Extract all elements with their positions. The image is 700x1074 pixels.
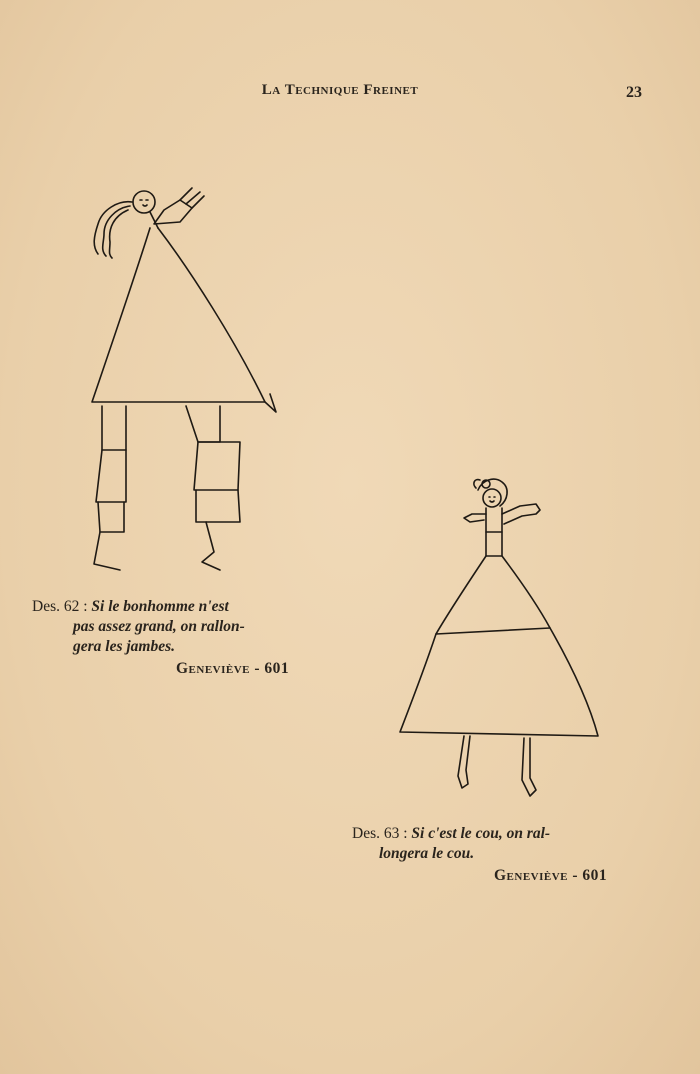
caption-63-line-1: Si c'est le cou, on ral- <box>411 825 551 842</box>
running-title: La Technique Freinet <box>261 82 419 98</box>
drawing-62-svg <box>80 180 290 580</box>
child-drawing-62 <box>80 180 290 580</box>
author-62: Geneviève - 601 <box>176 660 290 677</box>
author-63: Geneviève - 601 <box>494 867 608 884</box>
child-drawing-63 <box>390 470 610 810</box>
drawing-63-svg <box>390 470 610 810</box>
page-number: 23 <box>626 84 642 101</box>
caption-63-line-2: longera le cou. <box>379 845 475 862</box>
figure-63-label: Des. 63 : <box>352 825 408 842</box>
caption-62 <box>32 597 245 657</box>
caption-62-line-2: pas assez grand, on rallon- <box>73 618 245 635</box>
caption-62-line-1: Si le bonhomme n'est <box>91 598 229 615</box>
caption-62-line-3: gera les jambes. <box>73 638 176 655</box>
figure-62-label: Des. 62 : <box>32 598 88 615</box>
caption-63 <box>352 824 550 864</box>
